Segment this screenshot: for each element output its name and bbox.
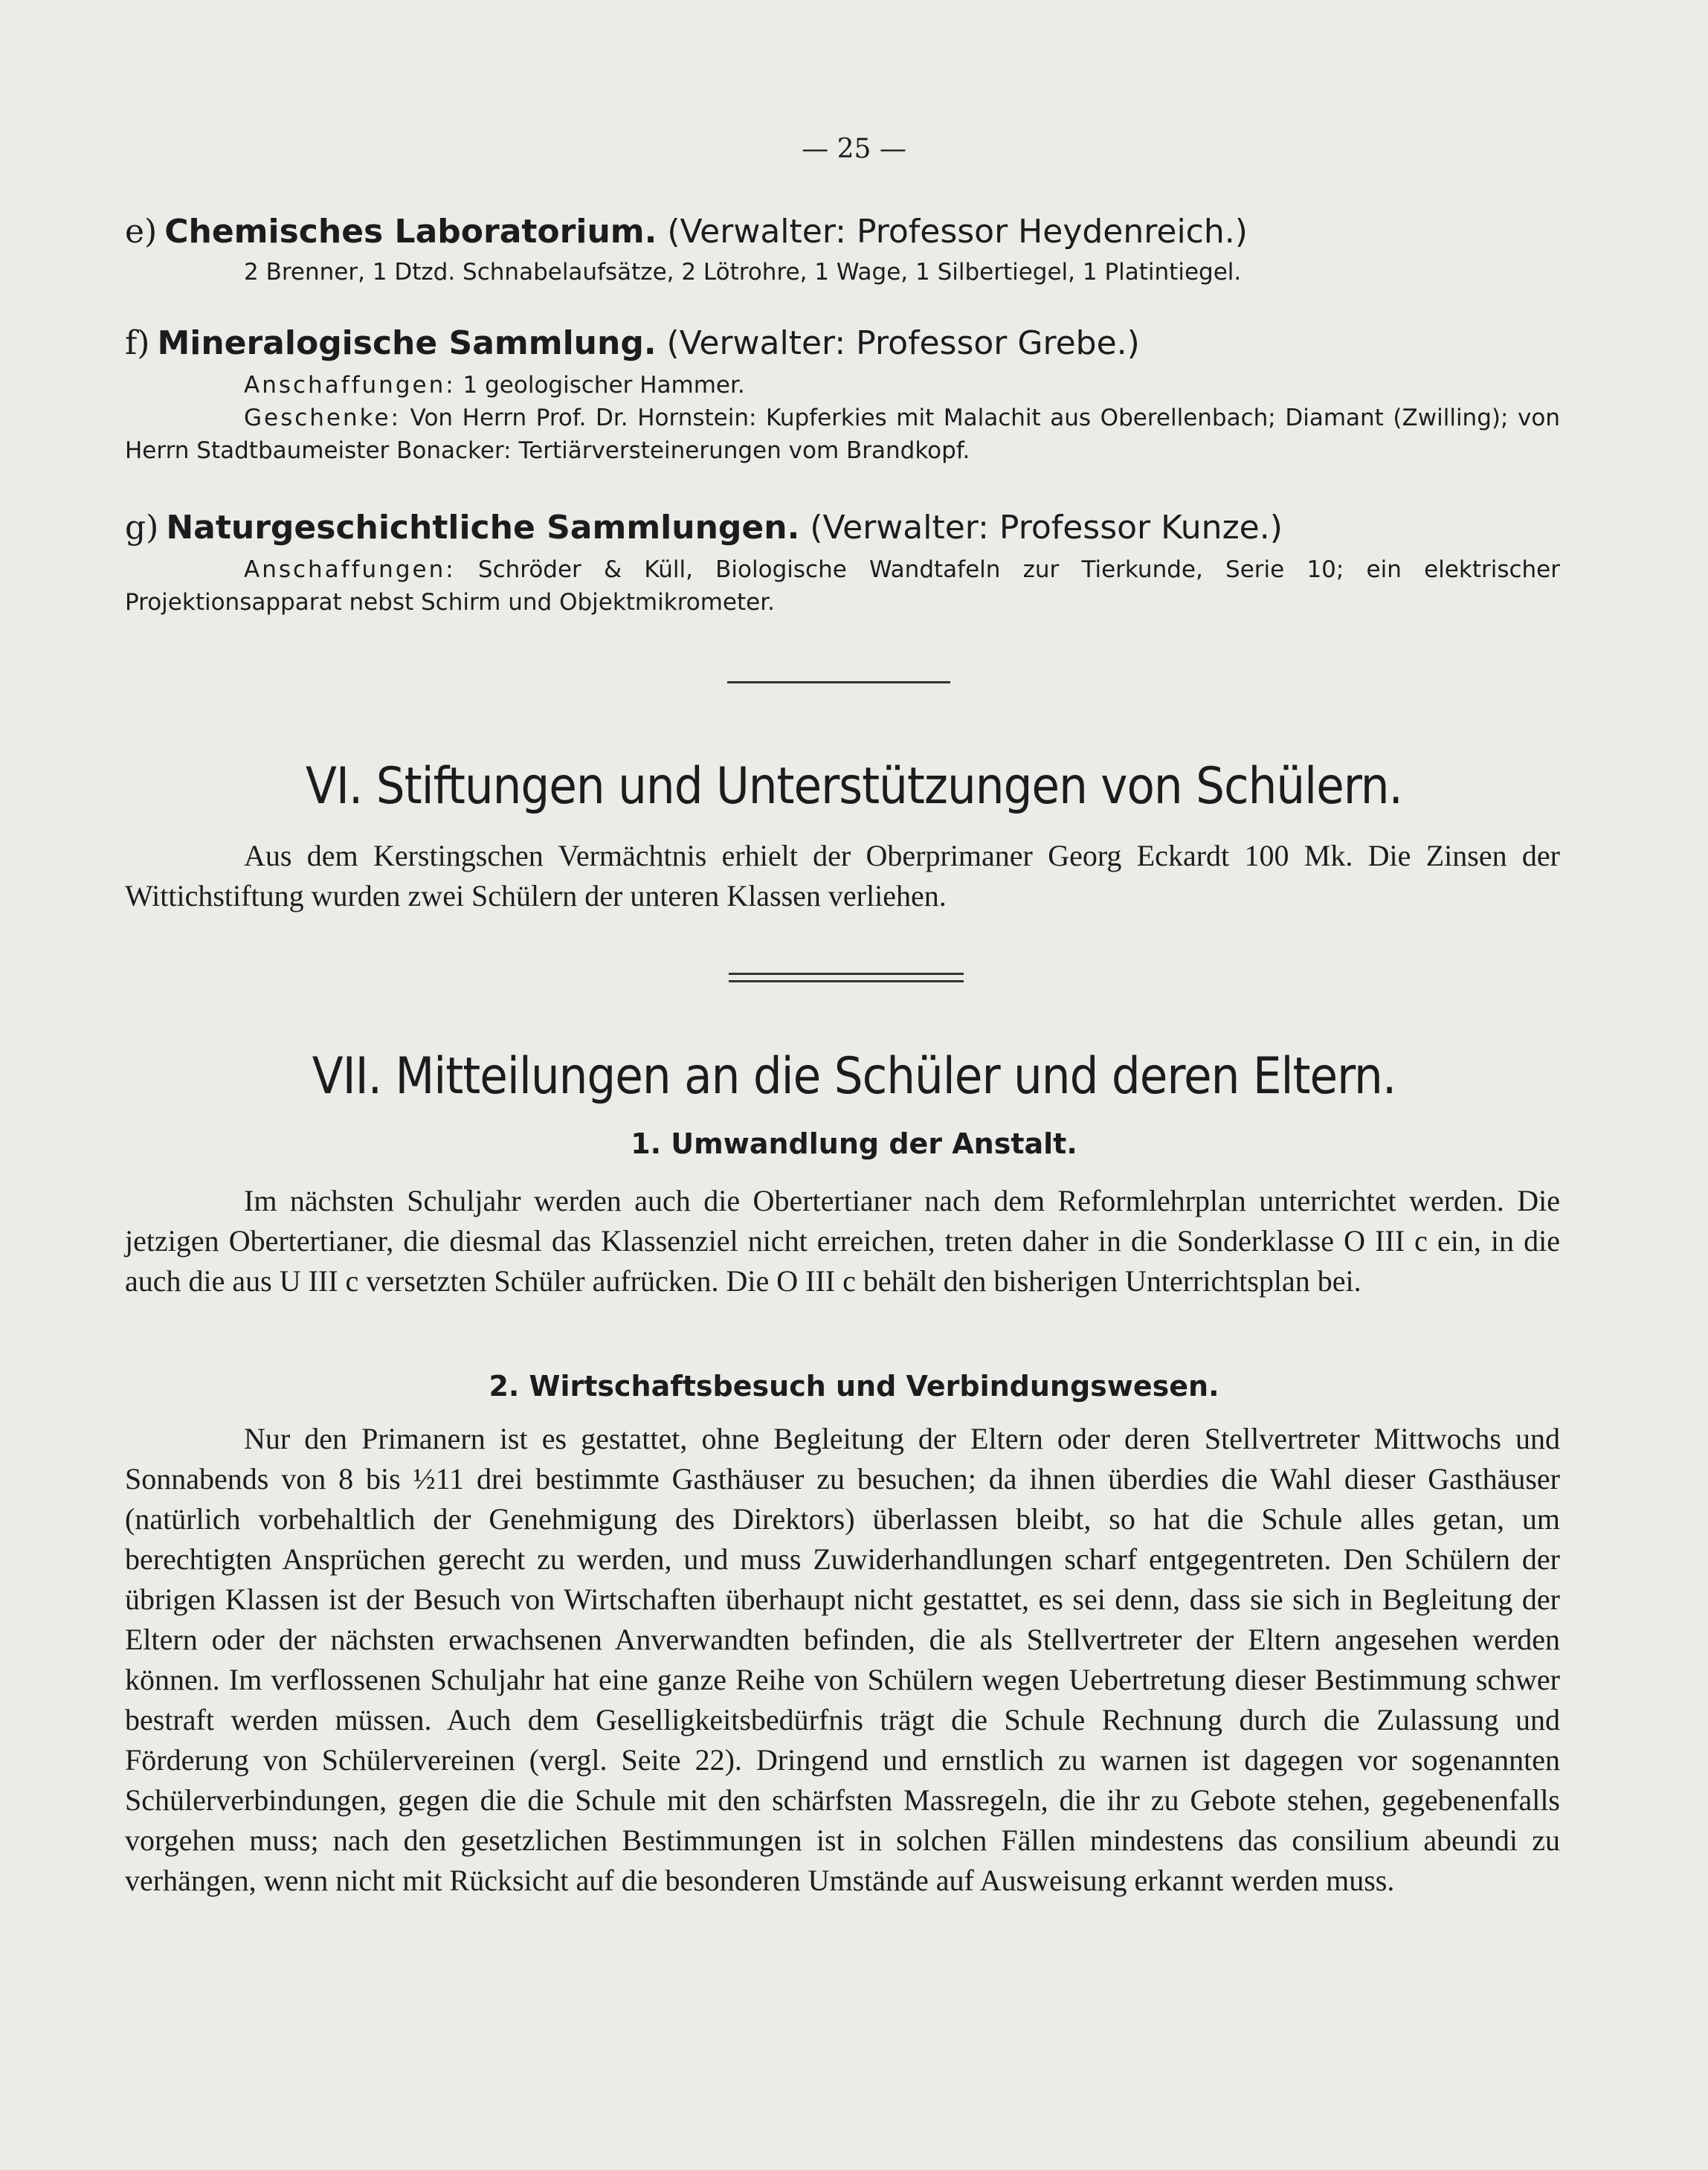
acquisitions-text: 1 geologischer Hammer. [463, 372, 745, 399]
subsection-text: Nur den Primanern ist es gestattet, ohne Begleitung der Eltern oder deren Stellvertreter Mittwochs und Sonnabends von 8 bis ½11 drei bestimmte Gasthäuser zu besuchen; da ihnen überdies die Wahl dieser Gasthäuser (natürlich vorbehaltlich der Genehmigung des Direktors) überlassen bleibt, so hat die Schule alles getan, um berechtigten Ansprüchen gerecht zu werden, und muss Zuwiderhandlungen scharf entgegentreten. Den Schülern der übrigen Klassen ist der Besuch von Wirtschaften überhaupt nicht gestattet, es sei denn, dass sie sich in Begleitung der Eltern oder der nächsten erwachsenen Anverwandten befinden, die als Stellvertreter der Eltern angesehen werden können. Im verflossenen Schuljahr hat eine ganze Reihe von Schülern wegen Uebertretung dieser Bestimmung schwer bestraft werden müssen. Auch dem Geselligkeitsbedürfnis trägt die Schule Rechnung durch die Zulassung und Förderung von Schülervereinen (vergl. Seite 22). Dringend und ernstlich zu warnen ist dagegen vor sogenannten Schülerverbindungen, gegen die die Schule mit den schärfsten Massregeln, die ihr zu Gebote stehen, gegebenenfalls vorgehen muss; nach den gesetzlichen Bestimmungen ist in solchen Fällen mindestens das consilium abeundi zu verhängen, wenn nicht mit Rücksicht auf die besonderen Umstände auf Ausweisung erkannt werden muss. [125, 1422, 1560, 1897]
section-vii-title: VII. Mitteilungen an die Schüler und deren Eltern. [312, 1047, 1396, 1106]
section-vi-text: Aus dem Kerstingschen Vermächtnis erhielt der Oberprimaner Georg Eckardt 100 Mk. Die Zinsen der Wittichstiftung wurden zwei Schülern der unteren Klassen verliehen. [125, 839, 1560, 912]
collection-letter: f) [125, 324, 150, 362]
subsection-text: Im nächsten Schuljahr werden auch die Obertertianer nach dem Reformlehrplan unterrichtet werden. Die jetzigen Obertertianer, die diesmal das Klassenziel nicht erreichen, treten daher in die Sonderklasse O III c ein, in die auch die aus U III c versetzten Schüler aufrücken. Die O III c behält den bisherigen Unterrichtsplan bei. [125, 1184, 1560, 1298]
gifts-label: Geschenke: [244, 405, 402, 431]
page-number: — 25 — [802, 134, 906, 164]
gifts-line [125, 402, 1560, 467]
collection-line: 2 Brenner, 1 Dtzd. Schnabelaufsätze, 2 Lötrohre, 1 Wage, 1 Silbertiegel, 1 Platintiegel. [244, 259, 1242, 286]
gifts-text: Von Herrn Prof. Dr. Hornstein: Kupferkies mit Malachit aus Oberellenbach; Diamant (Zwilling); von Herrn Stadtbaumeister Bonacker: Tertiärversteinerungen vom Brandkopf. [125, 405, 1560, 464]
subsection-title: 2. Wirtschaftsbesuch und Verbindungswesen. [489, 1370, 1219, 1403]
acquisitions-line [125, 369, 1560, 402]
collection-title: Mineralogische Sammlung. [157, 324, 657, 362]
collection-warden: (Verwalter: Professor Kunze.) [810, 509, 1283, 547]
section-divider [729, 973, 964, 975]
collection-warden: (Verwalter: Professor Heydenreich.) [667, 213, 1248, 251]
collection-warden: (Verwalter: Professor Grebe.) [666, 324, 1140, 362]
section-divider [729, 980, 964, 982]
collection-chemistry [125, 211, 1560, 289]
collection-natural-history [125, 507, 1560, 619]
section-vi-title: VI. Stiftungen und Unterstützungen von Schülern. [306, 757, 1402, 816]
collection-heading [125, 507, 1560, 549]
acquisitions-label: Anschaffungen: [244, 556, 456, 583]
collection-title: Chemisches Laboratorium. [164, 213, 657, 251]
subsection-title: 1. Umwandlung der Anstalt. [631, 1127, 1077, 1160]
acquisitions-line [125, 553, 1560, 619]
collection-letter: g) [125, 509, 159, 547]
collection-letter: e) [125, 213, 158, 251]
section-divider [727, 681, 950, 683]
collection-title: Naturgeschichtliche Sammlungen. [166, 509, 800, 547]
collection-heading [125, 211, 1560, 253]
acquisitions-text: Schröder & Küll, Biologische Wandtafeln zur Tierkunde, Serie 10; ein elektrischer Projektionsapparat nebst Schirm und Objektmikrometer. [125, 556, 1560, 616]
acquisitions-label: Anschaffungen: [244, 372, 456, 399]
collection-heading [125, 323, 1560, 364]
collection-mineralogy [125, 323, 1560, 467]
